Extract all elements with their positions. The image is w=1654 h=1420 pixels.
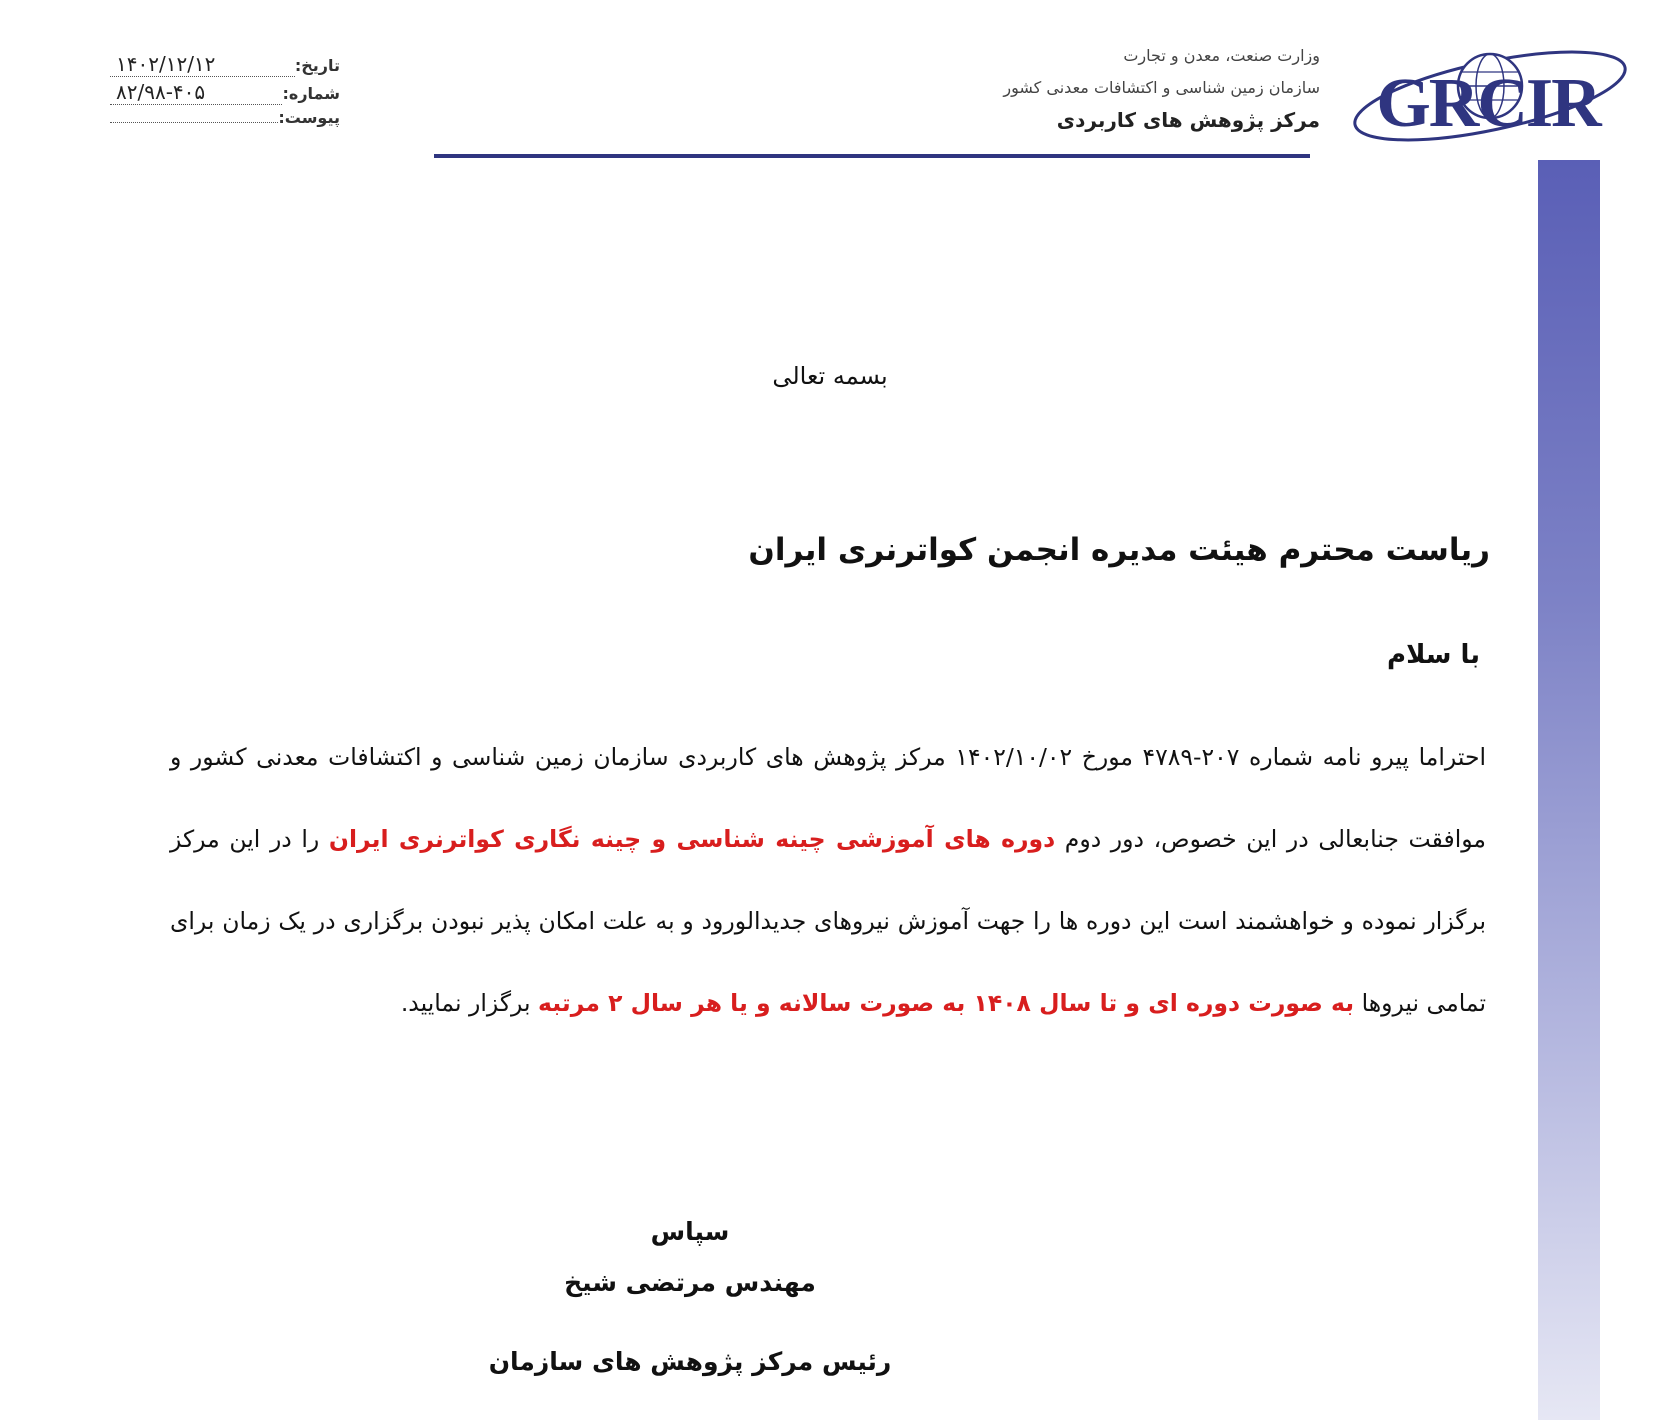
number-row <box>110 80 340 108</box>
organization-header <box>940 40 1320 136</box>
ministry-name: وزارت صنعت، معدن و تجارت <box>1123 46 1320 65</box>
signature-block <box>440 1212 940 1382</box>
signature-thanks: سپاس <box>650 1217 730 1246</box>
number-label: شماره: <box>282 84 340 103</box>
highlighted-course-title: دوره های آموزشی چینه شناسی و چینه نگاری کواترنری ایران <box>328 825 1056 853</box>
date-value: ۱۴۰۲/۱۲/۱۲ <box>110 52 295 77</box>
salutation: با سلام <box>1387 640 1480 670</box>
recipient-heading: ریاست محترم هیئت مدیره انجمن کواترنری ایران <box>748 532 1490 568</box>
attachment-value <box>110 122 278 123</box>
attachment-label: پیوست: <box>278 108 340 127</box>
body-text-part-2: را در این مرکز برگزار نموده و خواهشمند است این دوره ها را جهت آموزش نیروهای جدیدالورود و به علت امکان پذیر نبودن برگزاری در یک زمان برای تمامی نیروها <box>170 825 1486 1017</box>
grcir-logo <box>1340 38 1630 148</box>
header-divider <box>434 154 1310 158</box>
date-label: تاریخ: <box>294 56 340 75</box>
signatory-title: رئیس مرکز پژوهش های سازمان <box>488 1347 892 1376</box>
body-text-part-1: احتراما پیرو نامه شماره ۲۰۷-۴۷۸۹ مورخ ۱۴۰۲/۱۰/۰۲ مرکز پژوهش های کاربردی سازمان زمین شناسی و اکتشافات معدنی کشور و موافقت جنابعالی در این خصوص، دور دوم <box>170 743 1487 853</box>
attachment-row <box>110 108 340 136</box>
highlighted-schedule: به صورت دوره ای و تا سال ۱۴۰۸ به صورت سالانه و یا هر سال ۲ مرتبه <box>538 989 1355 1017</box>
body-text-part-3: برگزار نمایید. <box>400 989 531 1017</box>
center-name: مرکز پژوهش های کاربردی <box>1056 108 1320 132</box>
date-row <box>110 52 340 80</box>
letter-body <box>170 716 1486 1044</box>
agency-name: سازمان زمین شناسی و اکتشافات معدنی کشور <box>1003 78 1320 97</box>
side-gradient-bar <box>1538 160 1600 1420</box>
invocation: بسمه تعالی <box>772 362 888 390</box>
signatory-name: مهندس مرتضی شیخ <box>564 1268 816 1297</box>
logo-text: GRCIR <box>1376 65 1600 142</box>
letter-meta <box>110 52 340 136</box>
number-value: ۸۲/۹۸-۴۰۵ <box>110 80 282 105</box>
